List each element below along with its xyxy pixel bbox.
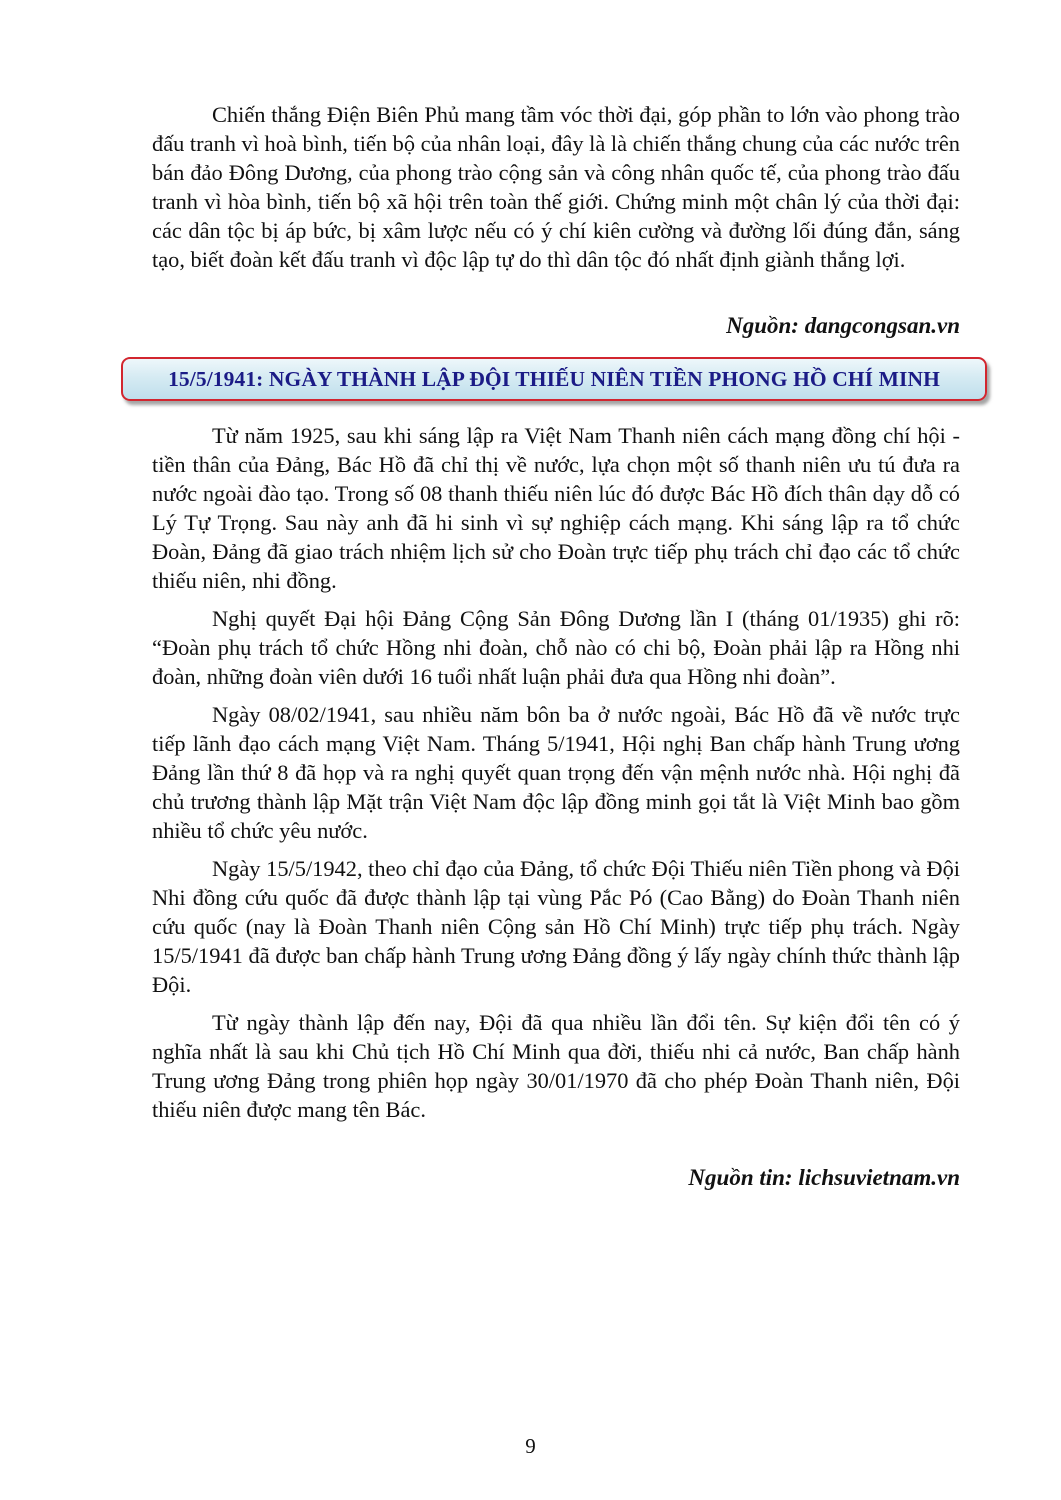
paragraph: Nghị quyết Đại hội Đảng Cộng Sản Đông Dương lần I (tháng 01/1935) ghi rõ: “Đoàn phụ trách tổ chức Hồng nhi đoàn, chỗ nào có chi bộ, Đoàn phải lập ra Hồng nhi đoàn, những đoàn viên dưới 16 tuổi nhất luận phải đưa qua Hồng nhi đoàn”. (152, 606, 960, 689)
source-citation-2: Nguồn tin: lichsuvietnam.vn (688, 1165, 960, 1190)
section-2-body (152, 421, 960, 1124)
section-heading: 15/5/1941: NGÀY THÀNH LẬP ĐỘI THIẾU NIÊN TIỀN PHONG HỒ CHÍ MINH (168, 366, 940, 391)
source-citation-1: Nguồn: dangcongsan.vn (726, 313, 960, 338)
paragraph: Từ ngày thành lập đến nay, Đội đã qua nhiều lần đổi tên. Sự kiện đổi tên có ý nghĩa nhất là sau khi Chủ tịch Hồ Chí Minh qua đời, thiếu nhi cả nước, Ban chấp hành Trung ương Đảng trong phiên họp ngày 30/01/1970 đã cho phép Đoàn Thanh niên, Đội thiếu niên được mang tên Bác. (152, 1010, 960, 1122)
paragraph: Ngày 08/02/1941, sau nhiều năm bôn ba ở nước ngoài, Bác Hồ đã về nước trực tiếp lãnh đạo cách mạng Việt Nam. Tháng 5/1941, Hội nghị Ban chấp hành Trung ương Đảng lần thứ 8 đã họp và ra nghị quyết quan trọng đến vận mệnh nước nhà. Hội nghị đã chủ trương thành lập Mặt trận Việt Nam độc lập đồng minh gọi tắt là Việt Minh bao gồm nhiều tổ chức yêu nước. (152, 702, 960, 843)
page-number: 9 (525, 1434, 536, 1458)
section-heading-box (121, 357, 987, 401)
paragraph: Chiến thắng Điện Biên Phủ mang tầm vóc thời đại, góp phần to lớn vào phong trào đấu tranh vì hoà bình, tiến bộ của nhân loại, đây là là chiến thắng chung của các nước trên bán đảo Đông Dương, của phong trào cộng sản và công nhân quốc tế, của phong trào đấu tranh vì hòa bình, tiến bộ xã hội trên toàn thế giới. Chứng minh một chân lý của thời đại: các dân tộc bị áp bức, bị xâm lược nếu có ý chí kiên cường và đường lối đúng đắn, sáng tạo, biết đoàn kết đấu tranh vì độc lập tự do thì dân tộc đó nhất định giành thắng lợi. (152, 102, 960, 272)
section-1-body (152, 100, 960, 274)
paragraph: Từ năm 1925, sau khi sáng lập ra Việt Nam Thanh niên cách mạng đồng chí hội - tiền thân của Đảng, Bác Hồ đã chỉ thị về nước, lựa chọn một số thanh niên ưu tú đưa ra nước ngoài đào tạo. Trong số 08 thanh thiếu niên lúc đó được Bác Hồ đích thân dạy dỗ có Lý Tự Trọng. Sau này anh đã hi sinh vì sự nghiệp cách mạng. Khi sáng lập ra tổ chức Đoàn, Đảng đã giao trách nhiệm lịch sử cho Đoàn trực tiếp phụ trách chỉ đạo các tổ chức thiếu niên, nhi đồng. (152, 423, 960, 593)
paragraph: Ngày 15/5/1942, theo chỉ đạo của Đảng, tổ chức Đội Thiếu niên Tiền phong và Đội Nhi đồng cứu quốc đã được thành lập tại vùng Pắc Pó (Cao Bằng) do Đoàn Thanh niên cứu quốc (nay là Đoàn Thanh niên Cộng sản Hồ Chí Minh) trực tiếp phụ trách. Ngày 15/5/1941 đã được ban chấp hành Trung ương Đảng đồng ý lấy ngày chính thức thành lập Đội. (152, 856, 960, 997)
